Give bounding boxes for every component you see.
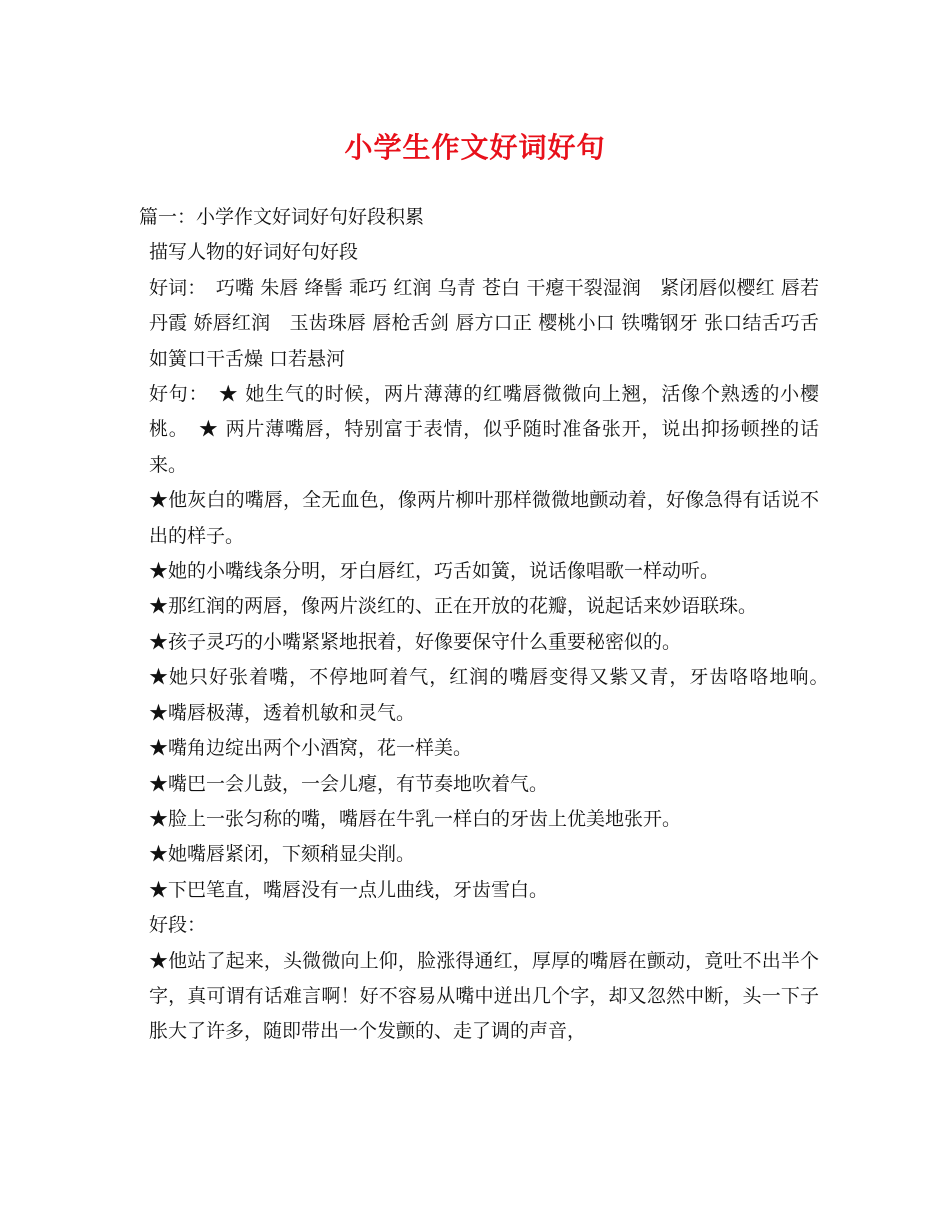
document-body xyxy=(139,200,839,1050)
document-title: 小学生作文好词好句 xyxy=(344,131,606,164)
paragraph-sentence: ★孩子灵巧的小嘴紧紧地抿着，好像要保守什么重要秘密似的。 xyxy=(149,630,682,653)
paragraph-sentence: ★脸上一张匀称的嘴，嘴唇在牛乳一样白的牙齿上优美地张开。 xyxy=(149,807,682,830)
paragraph-good-words: 好词： 巧嘴 朱唇 绛髻 乖巧 红润 乌青 苍白 干瘪干裂湿润 紧闭唇似樱红 唇若丹霞 娇唇红润 玉齿珠唇 唇枪舌剑 唇方口正 樱桃小口 铁嘴钢牙 张口结舌巧舌如簧口干舌燥 口若悬河 xyxy=(149,276,819,370)
paragraph-good-sentences: 好句： ★ 她生气的时候，两片薄薄的红嘴唇微微向上翘，活像个熟透的小樱桃。 ★ 两片薄嘴唇，特别富于表情，似乎随时准备张开，说出抑扬顿挫的话来。 xyxy=(149,383,819,476)
paragraph-sentence: ★她只好张着嘴，不停地呵着气，红润的嘴唇变得又紫又青，牙齿咯咯地响。 ★嘴唇极薄，透着机敏和灵气。 xyxy=(149,666,839,724)
paragraph-sentence: ★那红润的两唇，像两片淡红的、正在开放的花瓣，说起话来妙语联珠。 xyxy=(149,595,758,618)
paragraph-good-passages-heading: 好段： xyxy=(149,914,207,937)
paragraph-passage: ★他站了起来，头微微向上仰，脸涨得通红，厚厚的嘴唇在颤动，竟吐不出半个字，真可谓有话难言啊！好不容易从嘴中迸出几个字，却又忽然中断，头一下子胀大了许多，随即带出一个发颤的、走了调的声音， xyxy=(149,949,819,1043)
paragraph-sentence: ★她的小嘴线条分明，牙白唇红，巧舌如簧，说话像唱歌一样动听。 xyxy=(149,560,720,583)
paragraph-sentence: ★下巴笔直，嘴唇没有一点儿曲线，牙齿雪白。 xyxy=(149,878,549,901)
paragraph-sentence: ★他灰白的嘴唇，全无血色，像两片柳叶那样微微地颤动着，好像急得有话说不出的样子。 xyxy=(149,489,819,547)
paragraph-subheading: 描写人物的好词好句好段 xyxy=(149,241,359,264)
paragraph-section-heading: 篇一：小学作文好词好句好段积累 xyxy=(139,206,425,228)
paragraph-sentence: ★嘴巴一会儿鼓，一会儿瘪，有节奏地吹着气。 xyxy=(149,772,549,795)
paragraph-sentence: ★嘴角边绽出两个小酒窝，花一样美。 xyxy=(149,737,473,760)
paragraph-sentence: ★她嘴唇紧闭，下颏稍显尖削。 xyxy=(149,843,416,866)
